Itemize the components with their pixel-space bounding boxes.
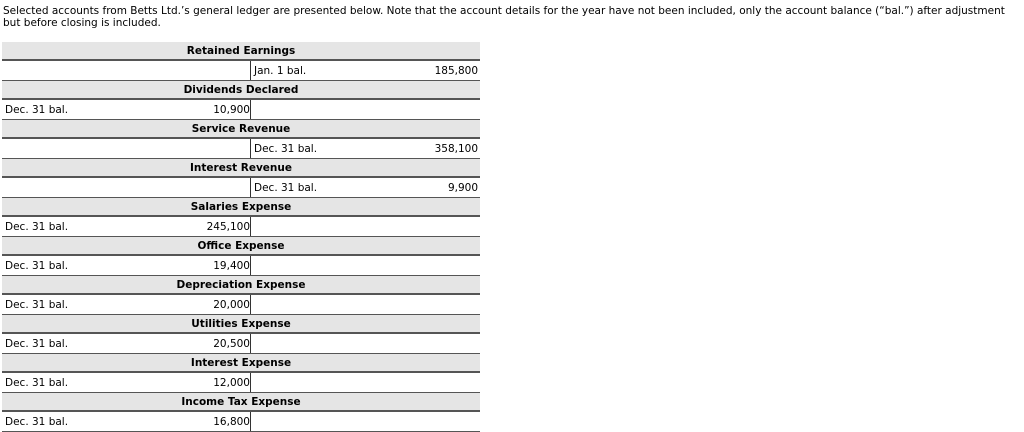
t-account-list (2, 42, 480, 432)
t-divider (250, 100, 251, 119)
t-account-income-tax-expense (2, 393, 480, 432)
t-account-utilities-expense (2, 315, 480, 354)
debit-amount: 16,800 (213, 416, 250, 428)
account-balance-row (2, 256, 480, 276)
account-balance-row (2, 100, 480, 120)
credit-amount: 185,800 (434, 65, 478, 77)
t-divider (250, 61, 251, 80)
debit-label: Dec. 31 bal. (5, 299, 69, 311)
credit-amount: 358,100 (434, 143, 478, 155)
account-title: Interest Expense (2, 354, 480, 373)
debit-amount: 20,500 (213, 338, 250, 350)
account-balance-row (2, 295, 480, 315)
account-balance-row (2, 178, 480, 198)
account-balance-row (2, 139, 480, 159)
instructions-text: Selected accounts from Betts Ltd.’s general ledger are presented below. Note that the account details for the year have not been included, only the account balance (“bal.”) after adjustment but before closing is included. (3, 5, 1005, 29)
account-title: Office Expense (2, 237, 480, 256)
debit-label: Dec. 31 bal. (5, 416, 69, 428)
account-balance-row (2, 61, 480, 81)
credit-amount: 9,900 (447, 182, 478, 194)
debit-label: Dec. 31 bal. (5, 377, 69, 389)
t-divider (250, 139, 251, 158)
t-account-service-revenue (2, 120, 480, 159)
t-divider (250, 412, 251, 431)
debit-amount: 10,900 (213, 104, 250, 116)
t-divider (250, 256, 251, 275)
t-account-interest-revenue (2, 159, 480, 198)
account-balance-row (2, 412, 480, 432)
t-account-office-expense (2, 237, 480, 276)
t-divider (250, 334, 251, 353)
account-title: Salaries Expense (2, 198, 480, 217)
t-divider (250, 373, 251, 392)
debit-label: Dec. 31 bal. (5, 104, 69, 116)
t-divider (250, 217, 251, 236)
t-divider (250, 295, 251, 314)
credit-label: Dec. 31 bal. (254, 182, 318, 194)
debit-amount: 245,100 (206, 221, 250, 233)
debit-amount: 19,400 (213, 260, 250, 272)
account-title: Income Tax Expense (2, 393, 480, 412)
t-account-salaries-expense (2, 198, 480, 237)
account-title: Interest Revenue (2, 159, 480, 178)
debit-label: Dec. 31 bal. (5, 260, 69, 272)
t-divider (250, 178, 251, 197)
debit-label: Dec. 31 bal. (5, 338, 69, 350)
account-title: Depreciation Expense (2, 276, 480, 295)
credit-label: Dec. 31 bal. (254, 143, 318, 155)
t-account-retained-earnings (2, 42, 480, 81)
account-balance-row (2, 217, 480, 237)
debit-amount: 12,000 (213, 377, 250, 389)
t-account-interest-expense (2, 354, 480, 393)
account-title: Utilities Expense (2, 315, 480, 334)
account-balance-row (2, 334, 480, 354)
debit-amount: 20,000 (213, 299, 250, 311)
t-account-depreciation-expense (2, 276, 480, 315)
account-balance-row (2, 373, 480, 393)
account-title: Dividends Declared (2, 81, 480, 100)
t-account-dividends-declared (2, 81, 480, 120)
credit-label: Jan. 1 bal. (254, 65, 307, 77)
account-title: Retained Earnings (2, 42, 480, 61)
debit-label: Dec. 31 bal. (5, 221, 69, 233)
account-title: Service Revenue (2, 120, 480, 139)
